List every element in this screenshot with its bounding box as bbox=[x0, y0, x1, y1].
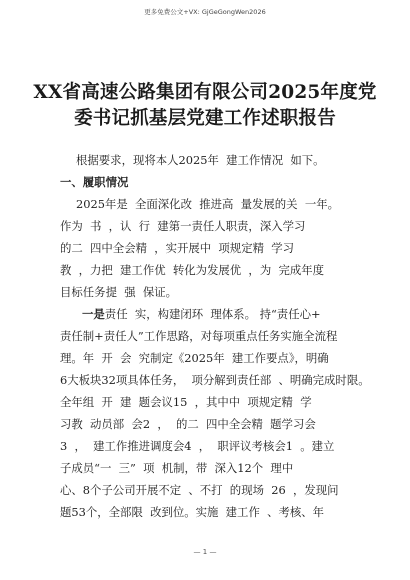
body-line: 6大板块32项具体任务， 项分解到责任部 、明确完成时限。 bbox=[60, 373, 370, 387]
body-line: 心、8个子公司开展不定 、不打 的现场 26 ，发现问 bbox=[60, 483, 339, 497]
section-heading-text: 一、履职情况 bbox=[60, 175, 129, 189]
body-line: 的二 四中全会精 ，实开展中 项规定精 学习 bbox=[60, 241, 294, 255]
body-line: 子成员“一 三” 项 机制，带 深入12个 理中 bbox=[60, 461, 294, 475]
header-note: 更多免费公文+VX: GjGeGongWen2026 bbox=[144, 8, 266, 16]
body-line: 根据要求，现将本人2025年 建工作情况 如下。 bbox=[76, 153, 325, 167]
body-line: 目标任务提 强 保证。 bbox=[60, 285, 177, 299]
page-number: — 1 — bbox=[193, 548, 217, 556]
body-line-rest: 责任 实，构建闭环 理体系。 持“责任心+ bbox=[104, 307, 321, 321]
body-line: 理。年 开 会 究制定《2025年 建工作要点》，明确 bbox=[60, 351, 329, 365]
body-line: 3 ， 建工作推进调度会4 ， 职评议考核会1 。建立 bbox=[60, 439, 335, 453]
document-title-line-2: 委书记抓基层党建工作述职报告 bbox=[74, 108, 336, 129]
body-line: 习教 动员部 会2 ， 的二 四中全会精 题学习会 bbox=[60, 417, 316, 431]
body-line: 责任制+责任人”工作思路，对每项重点任务实施全流程 bbox=[60, 329, 338, 343]
body-line: 题53个，全部限 改到位。实施 建工作 、考核、年 bbox=[60, 505, 325, 519]
body-line: 2025年是 全面深化改 推进高 量发展的关 一年。 bbox=[76, 197, 339, 211]
body-line: 教 ，力把 建工作优 转化为发展优 ，为 完成年度 bbox=[60, 263, 325, 277]
body-line: 作为 书 ，认 行 建第一责任人职责，深入学习 bbox=[60, 219, 306, 233]
bold-prefix: 一是 bbox=[82, 307, 105, 321]
body-line-bold-prefix bbox=[82, 307, 321, 321]
body-line: 全年组 开 建 题会议15 ，其中中 项规定精 学 bbox=[60, 395, 312, 409]
section-heading bbox=[60, 175, 128, 189]
document-title-line-1: XX省高速公路集团有限公司2025年度党 bbox=[33, 82, 377, 103]
